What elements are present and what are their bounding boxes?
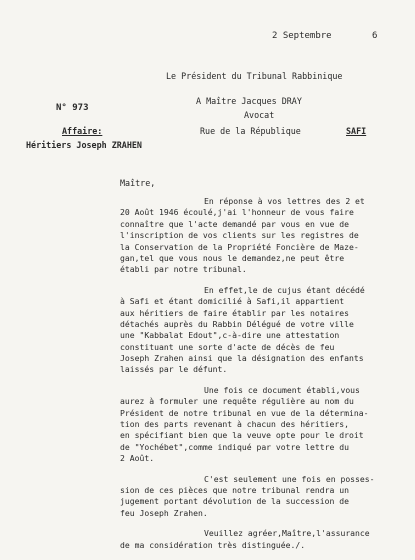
- sender-title: Le Président du Tribunal Rabbinique: [166, 71, 343, 81]
- body-line: gan,tel que vous nous le demandez,ne peut être: [120, 252, 345, 263]
- letter-body: [120, 196, 415, 560]
- recipient-street: Rue de la République: [200, 126, 301, 136]
- letter-date: 2 Septembre: [272, 31, 332, 41]
- body-line: de "Yochébet",comme indiqué par votre lettre du: [120, 441, 350, 452]
- paragraph: [120, 528, 415, 551]
- body-line: Président de notre tribunal en vue de la détermina-: [120, 407, 369, 418]
- body-line: de ma considération très distinguée./.: [120, 539, 306, 550]
- recipient-name: A Maître Jacques DRAY: [196, 96, 302, 106]
- body-line: 20 Août 1946 écoulé,j'ai l'honneur de vous faire: [120, 207, 354, 218]
- body-line: jugement portant dévolution de la succession de: [120, 496, 350, 507]
- body-line: constituant une sorte d'acte de décès de feu: [120, 341, 335, 352]
- recipient-city: SAFI: [346, 126, 367, 136]
- body-line: En réponse à vos lettres des 2 et: [204, 196, 365, 206]
- salutation: Maître,: [120, 178, 156, 188]
- body-line: en spécifiant bien que la veuve opte pour le droit: [120, 430, 364, 441]
- body-line: aurez à formuler une requête régulière au nom du: [120, 396, 354, 407]
- paragraph: [120, 285, 415, 376]
- body-line: détachés auprès du Rabbin Délégué de votre ville: [120, 318, 354, 329]
- paragraph: [120, 385, 415, 465]
- body-line: Veuillez agréer,Maître,l'assurance: [204, 528, 370, 539]
- body-line: Une fois ce document établi,vous: [204, 384, 360, 395]
- body-line: l'inscription de vos clients sur les registres de: [120, 230, 359, 241]
- body-line: En effet,le de cujus étant décédé: [204, 284, 365, 295]
- affaire-value: Héritiers Joseph ZRAHEN: [26, 140, 142, 150]
- reference-number: N° 973: [56, 103, 89, 113]
- body-line: connaître que l'acte demandé par vous en vue de: [120, 218, 350, 229]
- body-line: Joseph Zrahen ainsi que la désignation des enfants: [120, 353, 364, 364]
- recipient-title: Avocat: [244, 110, 275, 120]
- body-line: établi par notre tribunal.: [120, 264, 247, 275]
- body-line: C'est seulement une fois en posses-: [204, 473, 375, 484]
- body-line: laissés par le défunt.: [120, 364, 228, 375]
- body-line: à Safi et étant domicilié à Safi,il appartient: [120, 296, 345, 307]
- body-line: tion des parts revenant à chacun des héritiers,: [120, 419, 350, 430]
- body-line: une "Kabbalat Edout",c-à-dire une attestation: [120, 330, 340, 341]
- paragraph: [120, 196, 415, 276]
- affaire-label: Affaire:: [62, 126, 103, 136]
- body-line: aux héritiers de faire établir par les notaires: [120, 307, 350, 318]
- body-line: 2 Août.: [120, 453, 155, 464]
- page-number: 6: [372, 31, 378, 41]
- body-line: sion de ces pièces que notre tribunal rendra un: [120, 484, 350, 495]
- paragraph: [120, 474, 415, 520]
- body-line: la Conservation de la Propriété Foncière de Maze-: [120, 241, 359, 252]
- body-line: feu Joseph Zrahen.: [120, 507, 208, 518]
